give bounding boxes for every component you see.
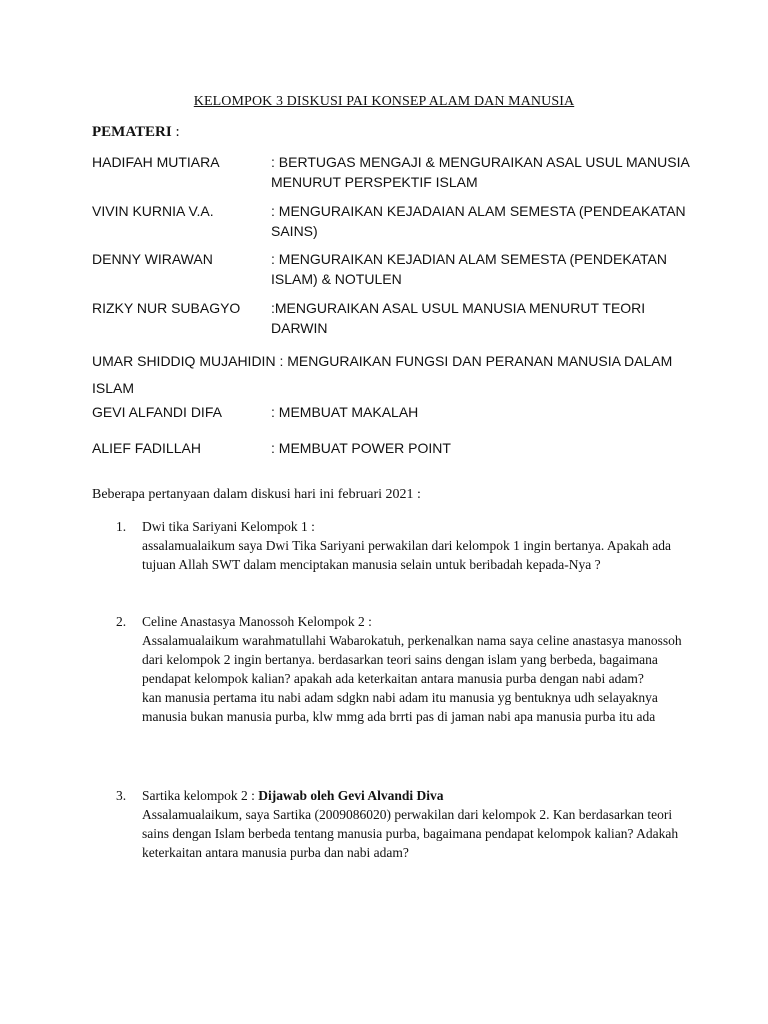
question-text: assalamualaikum saya Dwi Tika Sariyani perwakilan dari kelompok 1 ingin bertanya. Apakah ada tujuan Allah SWT dalam menciptakan manusia selain untuk beribadah kepada-Nya ?	[142, 538, 671, 572]
member-task: : BERTUGAS MENGAJI & MENGURAIKAN ASAL USUL MANUSIA MENURUT PERSPEKTIF ISLAM	[271, 154, 690, 190]
member-name: VIVIN KURNIA V.A.	[92, 203, 214, 219]
answered-by-label: Dijawab oleh Gevi Alvandi Diva	[258, 788, 444, 803]
member-task: : MENGURAIKAN KEJADIAN ALAM SEMESTA (PENDEKATAN ISLAM) & NOTULEN	[271, 251, 667, 287]
question-number: 3.	[116, 788, 127, 803]
member-name: GEVI ALFANDI DIFA	[92, 404, 222, 420]
member-task: : MENGURAIKAN KEJADAIAN ALAM SEMESTA (PENDEAKATAN SAINS)	[271, 203, 686, 239]
member-name: DENNY WIRAWAN	[92, 251, 213, 267]
question-asker: Celine Anastasya Manossoh Kelompok 2 :	[142, 614, 372, 629]
pemateri-label: PEMATERI	[92, 124, 172, 140]
question-text: Assalamualaikum warahmatullahi Wabarokatuh, perkenalkan nama saya celine anastasya manossoh dari kelompok 2 ingin bertanya. berdasarkan teori sains dengan islam yang berbeda, bagaimana pendapat kelompok kalian? apakah ada keterkaitan antara manusia purba dengan nabi adam?	[142, 633, 682, 686]
question-text: Assalamualaikum, saya Sartika (2009086020) perwakilan dari kelompok 2. Kan berdasarkan teori sains dengan Islam berbeda tentang manusia purba, bagaimana pendapat kelompok kalian? Adakah keterkaitan antara manusia purba dan nabi adam?	[142, 807, 679, 860]
question-asker: Sartika kelompok 2 :	[142, 788, 259, 803]
question-asker: Dwi tika Sariyani Kelompok 1 :	[142, 519, 315, 534]
questions-intro: Beberapa pertanyaan dalam diskusi hari ini februari 2021 :	[92, 487, 421, 502]
pemateri-heading	[92, 124, 180, 141]
member-task: : MEMBUAT MAKALAH	[271, 404, 419, 420]
member-umar-line: UMAR SHIDDIQ MUJAHIDIN : MENGURAIKAN FUNGSI DAN PERANAN MANUSIA DALAM ISLAM	[92, 353, 673, 396]
member-task: : MEMBUAT POWER POINT	[271, 440, 451, 456]
question-number: 2.	[116, 614, 127, 629]
question-number: 1.	[116, 519, 127, 534]
document-title: KELOMPOK 3 DISKUSI PAI KONSEP ALAM DAN MANUSIA	[193, 94, 575, 109]
member-task: :MENGURAIKAN ASAL USUL MANUSIA MENURUT TEORI DARWIN	[271, 300, 646, 336]
question-text-continued: kan manusia pertama itu nabi adam sdgkn nabi adam itu manusia yg bentuknya udh selayaknya manusia bukan manusia purba, klw mmg ada brrti pas di jaman nabi apa manusia purba itu ada	[142, 690, 658, 724]
member-name: ALIEF FADILLAH	[92, 440, 201, 456]
pemateri-colon: :	[171, 124, 180, 140]
member-name: HADIFAH MUTIARA	[92, 154, 220, 170]
member-name: RIZKY NUR SUBAGYO	[92, 300, 241, 316]
